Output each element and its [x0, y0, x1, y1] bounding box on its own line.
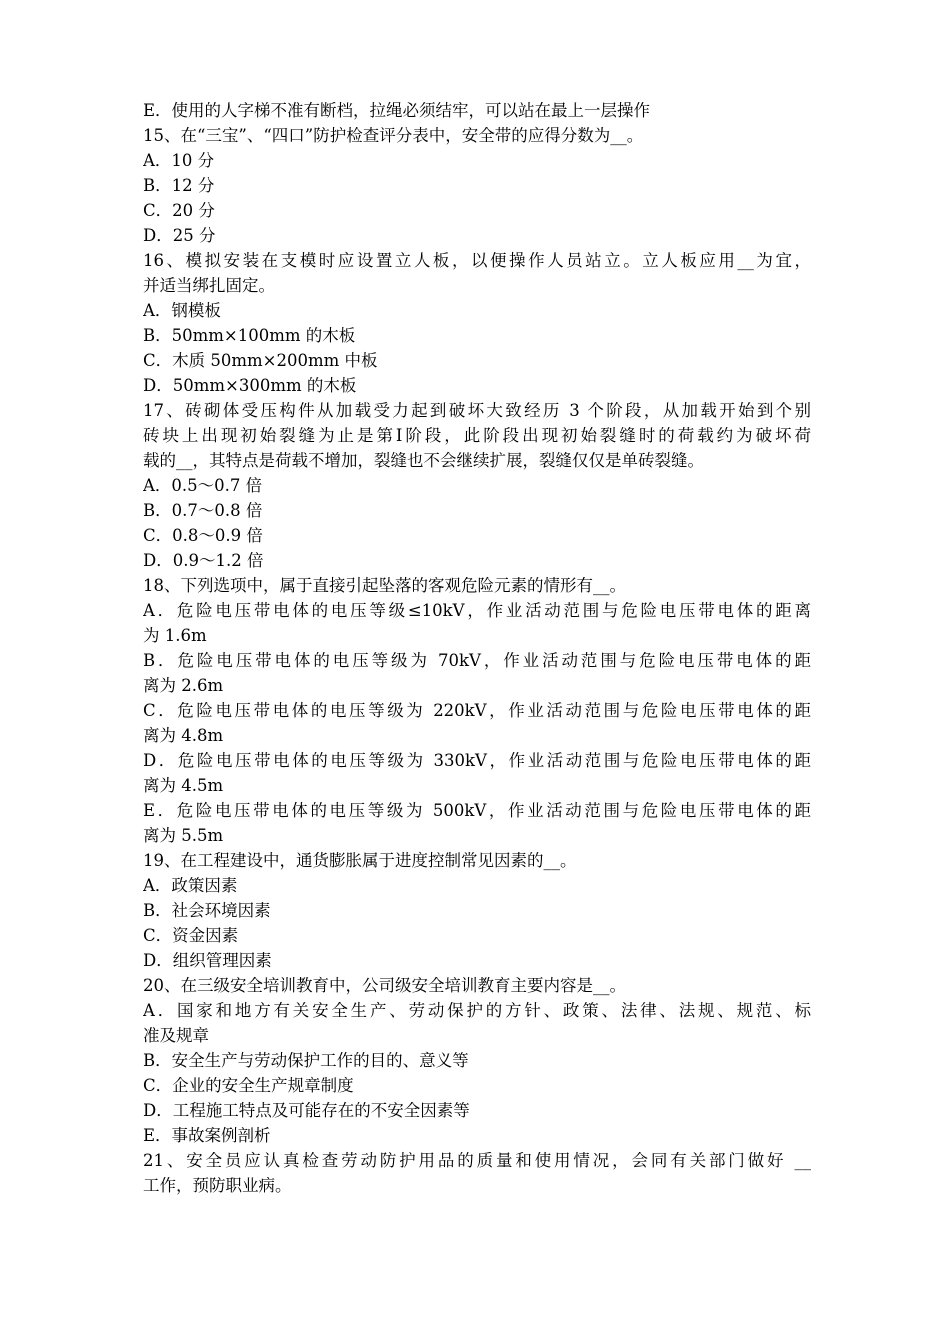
text-line: D．工程施工特点及可能存在的不安全因素等 [143, 1101, 470, 1120]
text-line: B．安全生产与劳动保护工作的目的、意义等 [143, 1051, 469, 1070]
text-line: 工作，预防职业病。 [143, 1176, 292, 1195]
text-line: 18、下列选项中，属于直接引起坠落的客观危险元素的情形有__。 [143, 576, 626, 595]
text-line: C．0.8～0.9 倍 [143, 526, 263, 545]
text-line: B．12 分 [143, 176, 215, 195]
text-line: C．危险电压带电体的电压等级为 220kV，作业活动范围与危险电压带电体的距 [143, 701, 811, 720]
text-line: 载的__，其特点是荷载不增加，裂缝也不会继续扩展，裂缝仅仅是单砖裂缝。 [143, 451, 704, 470]
text-line: E．事故案例剖析 [143, 1126, 271, 1145]
text-line: 离为 4.8m [143, 726, 224, 745]
text-line: 17、砖砌体受压构件从加载受力起到破坏大致经历 3 个阶段，从加载开始到个别 [143, 401, 811, 420]
text-line: C．资金因素 [143, 926, 239, 945]
text-line: 离为 4.5m [143, 776, 224, 795]
text-line: D．危险电压带电体的电压等级为 330kV，作业活动范围与危险电压带电体的距 [143, 751, 811, 770]
text-line: C．20 分 [143, 201, 215, 220]
text-line: A．0.5～0.7 倍 [143, 476, 263, 495]
text-line: E．使用的人字梯不准有断档，拉绳必须结牢，可以站在最上一层操作 [143, 101, 651, 120]
text-line: B．社会环境因素 [143, 901, 271, 920]
text-line: D．0.9～1.2 倍 [143, 551, 264, 570]
text-line: B．0.7～0.8 倍 [143, 501, 263, 520]
text-line: A．钢模板 [143, 301, 221, 320]
text-line: 16、模拟安装在支模时应设置立人板，以便操作人员站立。立人板应用__为宜， [143, 251, 811, 270]
text-line: 并适当绑扎固定。 [143, 276, 275, 295]
text-line: B．危险电压带电体的电压等级为 70kV，作业活动范围与危险电压带电体的距 [143, 651, 811, 670]
text-line: 准及规章 [143, 1026, 209, 1045]
text-line: 21、安全员应认真检查劳动防护用品的质量和使用情况，会同有关部门做好 __ [143, 1151, 811, 1170]
text-line: E．危险电压带电体的电压等级为 500kV，作业活动范围与危险电压带电体的距 [143, 801, 811, 820]
text-line: 离为 2.6m [143, 676, 224, 695]
text-line: D．组织管理因素 [143, 951, 272, 970]
text-line: A．危险电压带电体的电压等级≤10kV，作业活动范围与危险电压带电体的距离 [143, 601, 811, 620]
text-line: A．10 分 [143, 151, 215, 170]
text-line: A．政策因素 [143, 876, 238, 895]
text-line: D．50mm×300mm 的木板 [143, 376, 357, 395]
text-line: C．木质 50mm×200mm 中板 [143, 351, 378, 370]
text-line: 砖块上出现初始裂缝为止是第Ⅰ阶段，此阶段出现初始裂缝时的荷载约为破坏荷 [143, 426, 811, 445]
text-line: B．50mm×100mm 的木板 [143, 326, 356, 345]
text-line: 离为 5.5m [143, 826, 224, 845]
text-line: C．企业的安全生产规章制度 [143, 1076, 354, 1095]
text-line: D．25 分 [143, 226, 216, 245]
text-line: 为 1.6m [143, 626, 207, 645]
text-line: 15、在“三宝”、“四口”防护检查评分表中，安全带的应得分数为__。 [143, 126, 644, 145]
document-page [143, 98, 811, 1198]
text-line: 19、在工程建设中，通货膨胀属于进度控制常见因素的__。 [143, 851, 577, 870]
text-line: A．国家和地方有关安全生产、劳动保护的方针、政策、法律、法规、规范、标 [143, 1001, 811, 1020]
text-line: 20、在三级安全培训教育中，公司级安全培训教育主要内容是__。 [143, 976, 626, 995]
